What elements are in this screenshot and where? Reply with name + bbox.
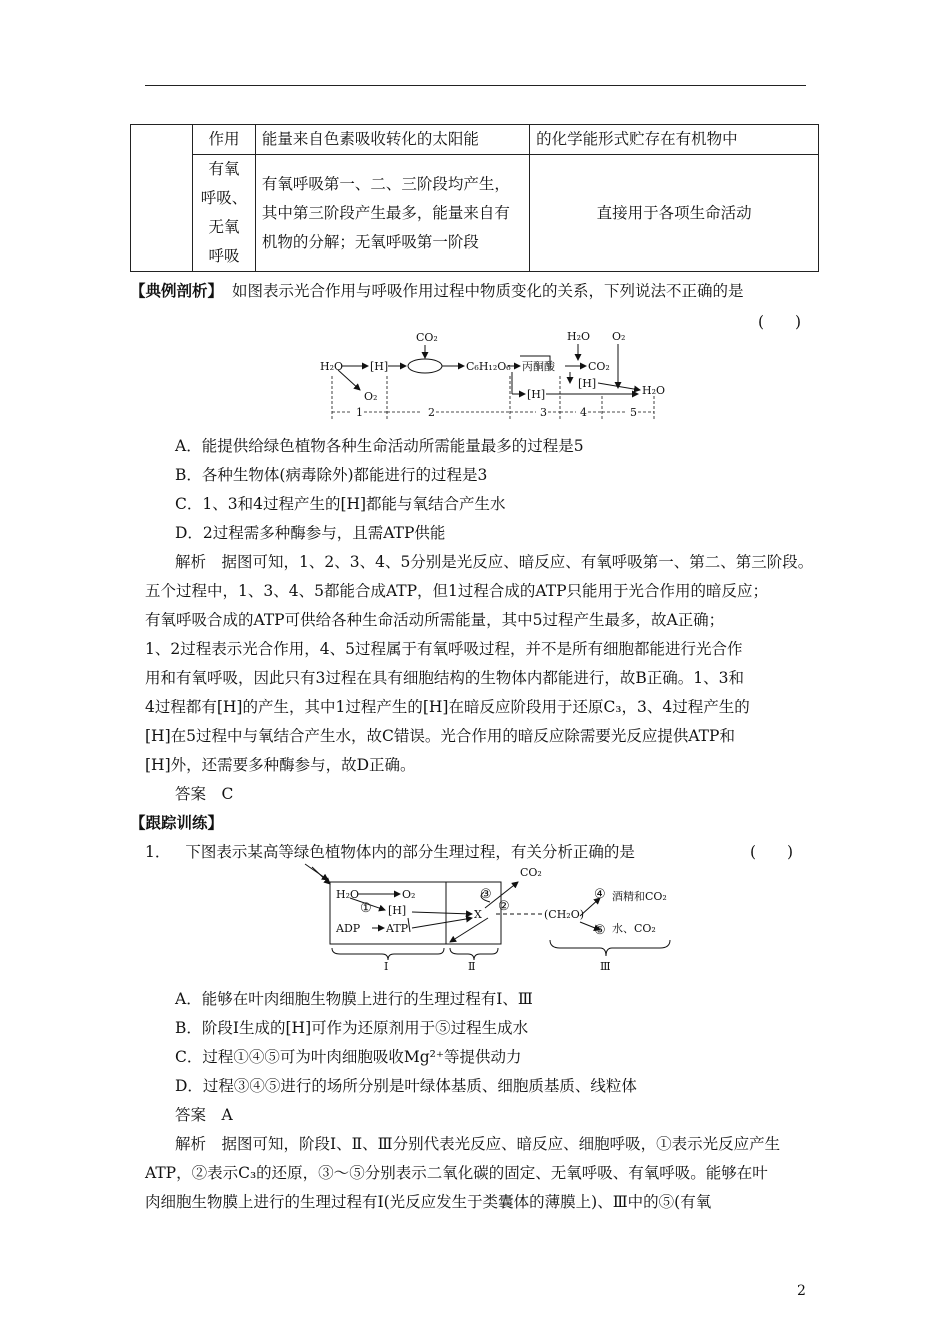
- training-option-c: C．过程①④⑤可为叶肉细胞吸收Mg²⁺等提供动力: [175, 1048, 522, 1066]
- d2-stage-1: Ⅰ: [384, 960, 389, 972]
- training-answer: 答案 A: [175, 1106, 233, 1124]
- table-cell-label: 作用: [193, 125, 256, 155]
- training-analysis-line: 解析 据图可知，阶段Ⅰ、Ⅱ、Ⅲ分别代表光反应、暗反应、细胞呼吸，①表示光反应产生: [175, 1135, 781, 1153]
- training-q-num: 1．: [145, 843, 171, 861]
- training-analysis-line: 肉细胞生物膜上进行的生理过程有Ⅰ(光反应发生于类囊体的薄膜上)、Ⅲ中的⑤(有氧: [145, 1193, 712, 1211]
- header-rule: [145, 85, 806, 86]
- d1-stage-5: 5: [630, 406, 637, 419]
- example-option-b: B．各种生物体(病毒除外)都能进行的过程是3: [175, 466, 488, 484]
- d2-circle-5: ⑤: [594, 923, 606, 938]
- d1-stage-2: 2: [428, 406, 435, 419]
- table-cell: 能量来自色素吸收转化的太阳能: [255, 125, 529, 155]
- d1-o2-low: O₂: [364, 390, 378, 403]
- example-tag: 【典例剖析】: [130, 281, 224, 300]
- example-analysis-line: 有氧呼吸合成的ATP可供给各种生命活动所需能量，其中5过程产生最多，故A正确；: [145, 611, 725, 629]
- training-option-d: D．过程③④⑤进行的场所分别是叶绿体基质、细胞质基质、线粒体: [175, 1077, 637, 1095]
- d1-h-mid: [H]: [578, 377, 597, 390]
- d2-circle-1: ①: [360, 901, 372, 916]
- d2-h2o: H₂O: [336, 888, 360, 901]
- example-analysis-line: 4过程都有[H]的产生，其中1过程产生的[H]在暗反应阶段用于还原C₃，3、4过程产生的: [145, 698, 750, 716]
- d1-co2: CO₂: [416, 331, 438, 344]
- d1-stage-3: 3: [540, 406, 547, 419]
- d2-circle-2: ②: [498, 899, 510, 914]
- d1-stage-1: 1: [356, 406, 363, 419]
- d2-x: X: [474, 908, 482, 921]
- d2-water: 水、CO₂: [612, 922, 656, 935]
- example-question: 如图表示光合作用与呼吸作用过程中物质变化的关系，下列说法不正确的是: [231, 282, 744, 300]
- plant-process-diagram: [300, 862, 700, 972]
- d1-o2-top: O₂: [612, 330, 626, 343]
- example-analysis-line: 解析 据图可知，1、2、3、4、5分别是光反应、暗反应、有氧呼吸第一、第二、第三阶段。: [175, 553, 814, 571]
- example-option-d: D．2过程需多种酶参与，且需ATP供能: [175, 524, 446, 542]
- d1-pyruvate: 丙酮酸: [522, 360, 555, 373]
- example-heading: [130, 277, 743, 305]
- table-blank-cell: [131, 125, 193, 155]
- example-answer: 答案 C: [175, 785, 234, 803]
- d2-adp: ADP: [336, 922, 361, 935]
- d1-co2-right: CO₂: [588, 360, 610, 373]
- example-analysis-line: 五个过程中，1、3、4、5都能合成ATP，但1过程合成的ATP只能用于光合作用的暗反应；: [145, 582, 769, 600]
- d2-co2: CO₂: [520, 866, 542, 879]
- page-number: 2: [797, 1283, 806, 1299]
- photosynthesis-respiration-diagram: [320, 330, 680, 422]
- table-cell: 直接用于各项生命活动: [530, 155, 819, 272]
- table-cell-label: 有氧 呼吸、 无氧 呼吸: [193, 155, 256, 272]
- example-paren: ( ): [758, 313, 802, 331]
- d2-o2: O₂: [402, 888, 416, 901]
- table-cell: 有氧呼吸第一、二、三阶段均产生，其中第三阶段产生最多，能量来自有机物的分解；无氧呼吸第一阶段: [255, 155, 529, 272]
- example-option-c: C．1、3和4过程产生的[H]都能与氧结合产生水: [175, 495, 506, 513]
- example-analysis-line: 1、2过程表示光合作用，4、5过程属于有氧呼吸过程，并不是所有细胞都能进行光合作: [145, 640, 743, 658]
- d2-stage-3: Ⅲ: [600, 960, 611, 972]
- d2-alcohol: 酒精和CO₂: [612, 890, 667, 903]
- d1-stage-4: 4: [580, 406, 587, 419]
- d2-atp: ATP: [386, 922, 409, 935]
- d2-circle-3: ③: [480, 887, 492, 902]
- d1-glucose: C₆H₁₂O₆: [466, 360, 511, 373]
- comparison-table: [130, 124, 819, 272]
- training-option-b: B．阶段Ⅰ生成的[H]可作为还原剂用于⑤过程生成水: [175, 1019, 529, 1037]
- training-option-a: A．能够在叶肉细胞生物膜上进行的生理过程有Ⅰ、Ⅲ: [175, 990, 533, 1008]
- d1-h2o-top: H₂O: [567, 330, 591, 343]
- example-analysis-line: [H]外，还需要多种酶参与，故D正确。: [145, 756, 416, 774]
- training-paren: ( ): [750, 843, 794, 861]
- d1-h: [H]: [370, 360, 389, 373]
- table-blank-cell: [131, 155, 193, 272]
- example-option-a: A．能提供给绿色植物各种生命活动所需能量最多的过程是5: [175, 437, 584, 455]
- training-tag: 【跟踪训练】: [130, 813, 224, 832]
- d1-h2o-out: H₂O: [642, 384, 666, 397]
- example-analysis-line: 用和有氧呼吸，因此只有3过程在具有细胞结构的生物体内都能进行，故B正确。1、3和: [145, 669, 744, 687]
- example-analysis-line: [H]在5过程中与氧结合产生水，故C错误。光合作用的暗反应除需要光反应提供ATP和: [145, 727, 735, 745]
- training-question: 下图表示某高等绿色植物体内的部分生理过程，有关分析正确的是: [185, 843, 635, 861]
- d2-stage-2: Ⅱ: [468, 960, 476, 972]
- d2-h: [H]: [388, 904, 407, 917]
- d1-h-low: [H]: [527, 388, 546, 401]
- table-cell: 的化学能形式贮存在有机物中: [530, 125, 819, 155]
- d2-circle-4: ④: [594, 887, 606, 902]
- d2-ch2o: (CH₂O): [544, 908, 585, 921]
- training-analysis-line: ATP，②表示C₃的还原，③～⑤分别表示二氧化碳的固定、无氧呼吸、有氧呼吸。能够在叶: [145, 1164, 768, 1182]
- d1-h2o: H₂O: [320, 360, 344, 373]
